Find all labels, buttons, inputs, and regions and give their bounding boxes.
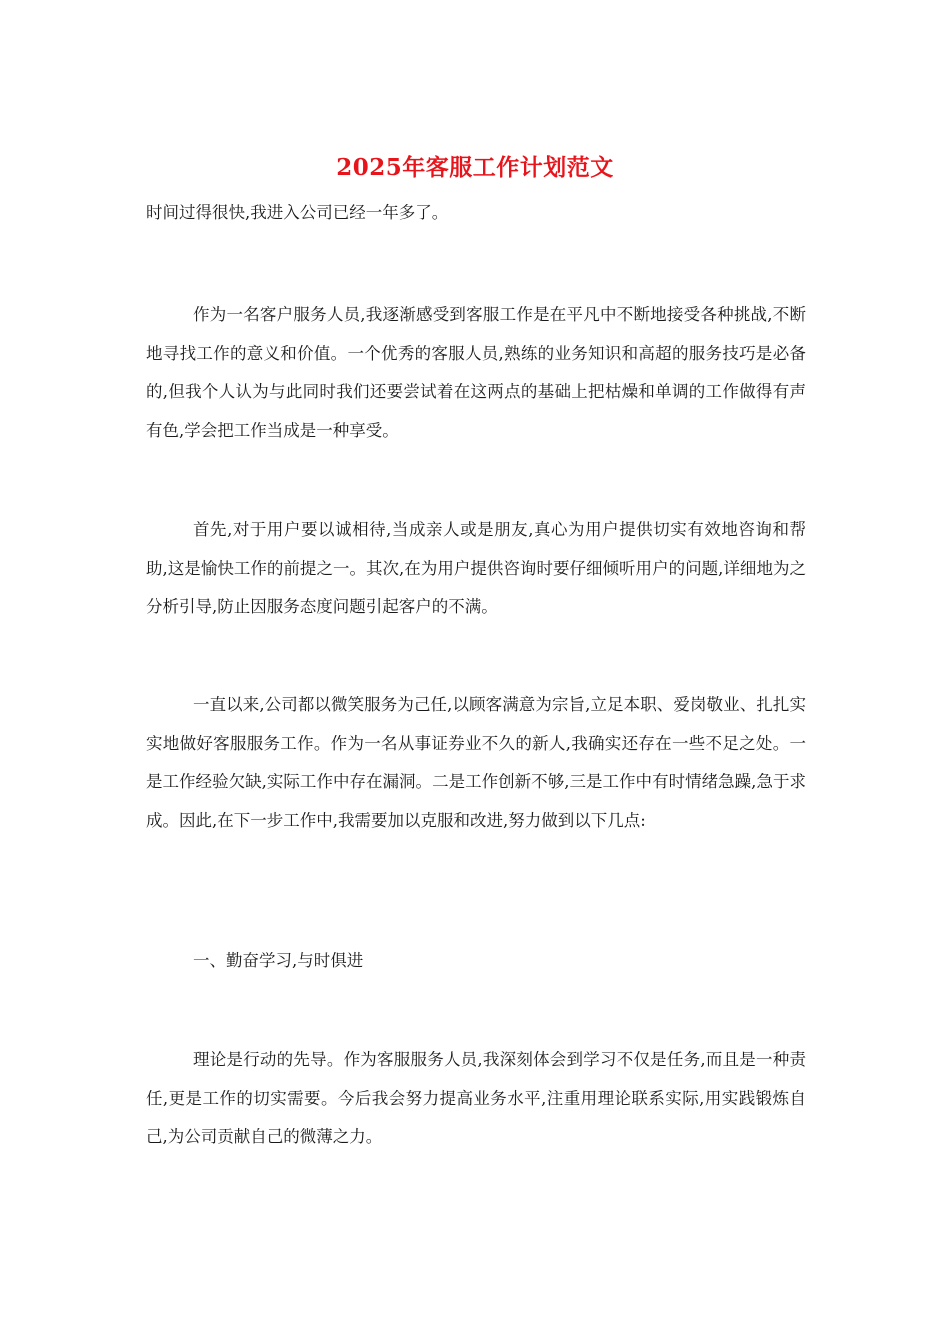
section-heading: 一、勤奋学习,与时俱进 [193,951,364,970]
section-paragraph: 理论是行动的先导。作为客服服务人员,我深刻体会到学习不仅是任务,而且是一种责任,更是工作的切实需要。今后我会努力提高业务水平,注重用理论联系实际,用实践锻炼自己,为公司贡献自己的微薄之力。 [146,1050,806,1146]
body-paragraph-1: 作为一名客户服务人员,我逐渐感受到客服工作是在平凡中不断地接受各种挑战,不断地寻找工作的意义和价值。一个优秀的客服人员,熟练的业务知识和高超的服务技巧是必备的,但我个人认为与此同时我们还要尝试着在这两点的基础上把枯燥和单调的工作做得有声有色,学会把工作当成是一种享受。 [146,305,806,440]
body-paragraph-3: 一直以来,公司都以微笑服务为己任,以顾客满意为宗旨,立足本职、爱岗敬业、扎扎实实地做好客服服务工作。作为一名从事证券业不久的新人,我确实还存在一些不足之处。一是工作经验欠缺,实际工作中存在漏洞。二是工作创新不够,三是工作中有时情绪急躁,急于求成。因此,在下一步工作中,我需要加以克服和改进,努力做到以下几点: [146,695,806,830]
document-title: 2025年客服工作计划范文 [336,154,614,181]
body-paragraph-2: 首先,对于用户要以诚相待,当成亲人或是朋友,真心为用户提供切实有效地咨询和帮助,这是愉快工作的前提之一。其次,在为用户提供咨询时要仔细倾听用户的问题,详细地为之分析引导,防止因服务态度问题引起客户的不满。 [146,520,806,616]
intro-paragraph: 时间过得很快,我进入公司已经一年多了。 [146,203,449,222]
